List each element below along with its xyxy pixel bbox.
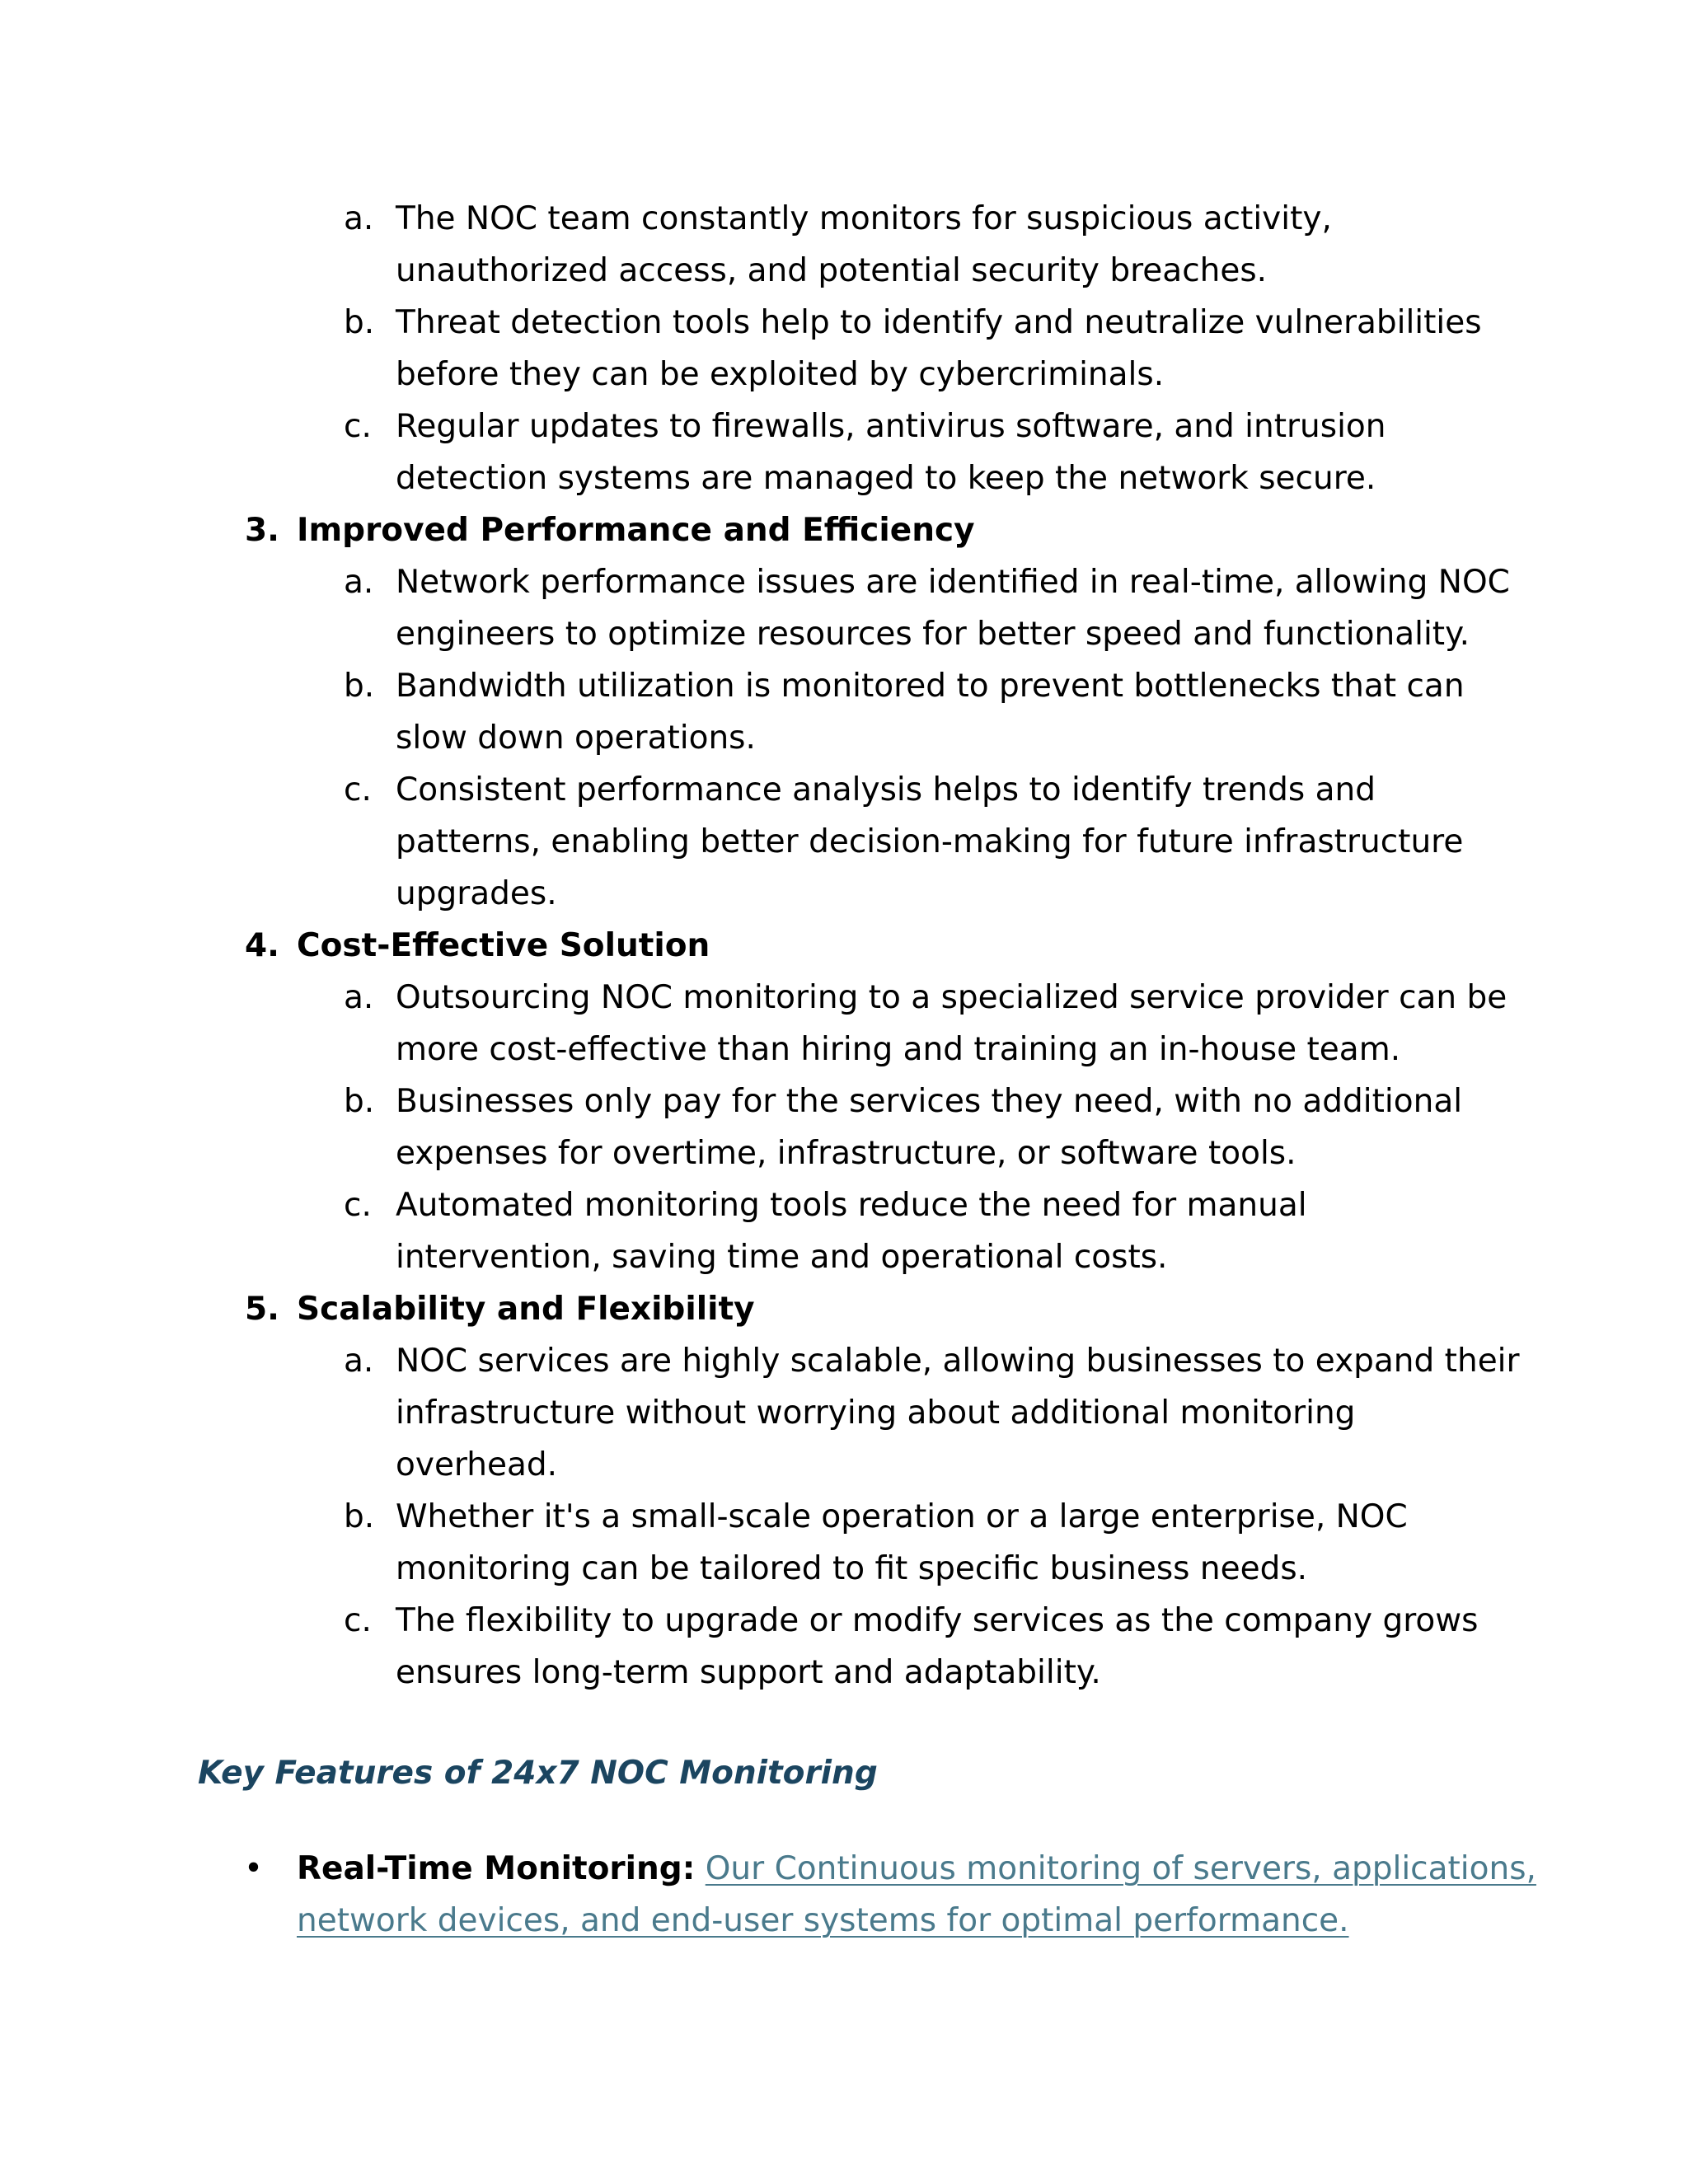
list-marker: b. <box>344 1083 375 1120</box>
list-item-line: engineers to optimize resources for better speed and functionality. <box>396 616 1470 653</box>
list-item-line: upgrades. <box>396 875 557 912</box>
section-title: Cost-Effective Solution <box>297 927 710 964</box>
list-item-line: Outsourcing NOC monitoring to a specialized service provider can be <box>396 979 1507 1016</box>
list-item-line: ensures long-term support and adaptability. <box>396 1654 1101 1691</box>
list-marker: b. <box>344 668 375 705</box>
list-item-line: NOC services are highly scalable, allowing businesses to expand their <box>396 1343 1520 1380</box>
list-marker: a. <box>344 564 374 601</box>
list-item-line: Regular updates to firewalls, antivirus software, and intrusion <box>396 408 1386 445</box>
section-number: 4. <box>245 927 279 964</box>
list-marker: b. <box>344 304 375 341</box>
list-item-line: Threat detection tools help to identify and neutralize vulnerabilities <box>396 304 1482 341</box>
list-marker: c. <box>344 1187 372 1224</box>
key-features-heading: Key Features of 24x7 NOC Monitoring <box>198 1755 878 1792</box>
section-title: Scalability and Flexibility <box>297 1291 755 1328</box>
list-item-line: before they can be exploited by cybercriminals. <box>396 356 1165 393</box>
list-item-line: Consistent performance analysis helps to identify trends and <box>396 771 1376 808</box>
list-item-line: Whether it's a small-scale operation or a large enterprise, NOC <box>396 1498 1408 1535</box>
list-item-line: Bandwidth utilization is monitored to prevent bottlenecks that can <box>396 668 1465 705</box>
list-marker: a. <box>344 200 374 237</box>
feature-item-line <box>297 1895 1349 1947</box>
list-marker: c. <box>344 408 372 445</box>
list-item-line: Businesses only pay for the services they need, with no additional <box>396 1083 1463 1120</box>
list-item-line: monitoring can be tailored to fit specific business needs. <box>396 1550 1308 1587</box>
list-item-line: infrastructure without worrying about additional monitoring <box>396 1394 1356 1432</box>
section-number: 3. <box>245 512 279 549</box>
section-number: 5. <box>245 1291 279 1328</box>
list-item-line: patterns, enabling better decision-making for future infrastructure <box>396 823 1464 860</box>
section-title: Improved Performance and Efficiency <box>297 512 975 549</box>
list-item-line: The flexibility to upgrade or modify services as the company grows <box>396 1602 1479 1639</box>
list-item-line: The NOC team constantly monitors for suspicious activity, <box>396 200 1332 237</box>
list-item-line: intervention, saving time and operational costs. <box>396 1239 1168 1276</box>
list-item-line: slow down operations. <box>396 719 756 757</box>
list-marker: c. <box>344 1602 372 1639</box>
feature-item-line <box>297 1843 1536 1895</box>
list-item-line: unauthorized access, and potential security breaches. <box>396 252 1268 289</box>
bullet-icon: • <box>244 1850 264 1887</box>
list-item-line: Automated monitoring tools reduce the need for manual <box>396 1187 1307 1224</box>
feature-link[interactable]: Our Continuous monitoring of servers, applications, <box>705 1850 1536 1887</box>
list-item-line: more cost-effective than hiring and training an in-house team. <box>396 1031 1401 1068</box>
list-marker: c. <box>344 771 372 808</box>
list-item-line: Network performance issues are identified in real-time, allowing NOC <box>396 564 1510 601</box>
list-item-line: detection systems are managed to keep the network secure. <box>396 460 1376 497</box>
list-marker: a. <box>344 979 374 1016</box>
feature-label: Real-Time Monitoring: <box>297 1850 696 1887</box>
list-item-line: overhead. <box>396 1446 558 1483</box>
list-marker: a. <box>344 1343 374 1380</box>
list-marker: b. <box>344 1498 375 1535</box>
list-item-line: expenses for overtime, infrastructure, or software tools. <box>396 1135 1296 1172</box>
feature-link[interactable]: network devices, and end-user systems for optimal performance. <box>297 1902 1349 1939</box>
